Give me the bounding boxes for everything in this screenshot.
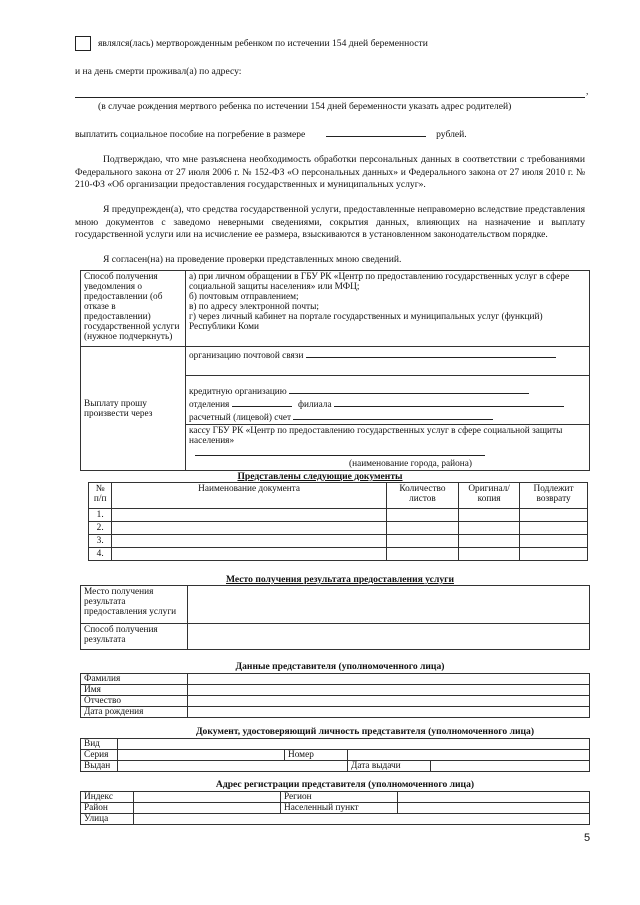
iddoc-date-field[interactable] [431, 761, 590, 772]
docs-cell[interactable] [520, 535, 588, 548]
payment-account-field[interactable] [293, 410, 493, 420]
docs-row-num: 4. [89, 548, 112, 561]
payment-credit-field[interactable] [289, 384, 529, 394]
docs-row-num: 2. [89, 522, 112, 535]
iddoc-number-field[interactable] [348, 750, 590, 761]
benefit-line [75, 127, 467, 140]
docs-cell[interactable] [459, 509, 520, 522]
regaddr-district-label: Район [81, 803, 134, 814]
docs-row-num: 3. [89, 535, 112, 548]
payment-city-field[interactable] [195, 446, 485, 456]
docs-cell[interactable] [386, 509, 458, 522]
verification-paragraph: Я согласен(на) на проведение проверки представленных мною сведений. [103, 254, 402, 265]
iddoc-issued-field[interactable] [118, 761, 348, 772]
result-title: Место получения результата предоставления услуги [225, 574, 455, 585]
notification-payment-table [80, 270, 590, 471]
payment-credit-cell [186, 376, 590, 425]
stillborn-text: являлся(лась) мертворожденным ребенком по истечении 154 дней беременности [98, 38, 428, 49]
notification-label: Способ получения уведомления о предоставлении (об отказе в предоставлении) государственной услуги (нужное подчеркнуть) [81, 271, 186, 347]
iddoc-issued-label: Выдан [81, 761, 118, 772]
warning-paragraph: Я предупрежден(а), что средства государственной услуги, предоставленные неправомерно вследствие представления мною документов с заведомо неверными сведениями, сокрытия данных, влияющих на назначение и выплату государственной услуги или на исчисление ее размера, взыскиваются в установленном законодательством порядке. [75, 204, 585, 241]
notification-option-b[interactable]: б) почтовым отправлением; [189, 292, 299, 302]
iddoc-title: Документ, удостоверяющий личность представителя (уполномоченного лица) [195, 726, 535, 737]
address-line[interactable] [75, 97, 585, 98]
notification-options [186, 271, 590, 347]
docs-cell[interactable] [386, 535, 458, 548]
docs-cell[interactable] [520, 509, 588, 522]
result-method-field[interactable] [188, 624, 590, 650]
regaddr-index-field[interactable] [134, 792, 281, 803]
docs-row-num: 1. [89, 509, 112, 522]
regaddr-settlement-field[interactable] [398, 803, 590, 814]
iddoc-kind-label: Вид [81, 739, 118, 750]
regaddr-index-label: Индекс [81, 792, 134, 803]
regaddr-street-label: Улица [81, 814, 134, 825]
iddoc-date-label: Дата выдачи [348, 761, 431, 772]
docs-cell[interactable] [112, 509, 387, 522]
docs-header-num: № п/п [89, 483, 112, 509]
regaddr-title: Адрес регистрации представителя (уполномоченного лица) [215, 779, 475, 790]
rep-title: Данные представителя (уполномоченного лица) [235, 661, 445, 672]
rep-firstname-field[interactable] [188, 685, 590, 696]
docs-title: Представлены следующие документы [237, 471, 403, 482]
docs-table [88, 482, 588, 561]
payment-credit-label: кредитную организацию [189, 387, 287, 397]
notification-option-c[interactable]: в) по адресу электронной почты; [189, 302, 319, 312]
address-note: (в случае рождения мертвого ребенка по истечении 154 дней беременности указать адрес родителей) [98, 101, 512, 112]
stillborn-checkbox[interactable] [75, 36, 91, 51]
benefit-amount-field[interactable] [326, 127, 426, 137]
iddoc-table [80, 738, 590, 772]
docs-cell[interactable] [459, 535, 520, 548]
rep-patronymic-field[interactable] [188, 696, 590, 707]
consent-paragraph-1: Подтверждаю, что мне разъяснена необходимость обработки персональных данных в соответствии с требованиями Федерального закона от 27 июля 2006 г. № 152-ФЗ «О персональных данных» и Федерального закона от 27 июля 2010 г. № 210-ФЗ «Об организации предоставления государственных и муниципальных услуг». [75, 154, 585, 191]
rep-patronymic-label: Отчество [81, 696, 188, 707]
rep-lastname-label: Фамилия [81, 674, 188, 685]
iddoc-number-label: Номер [285, 750, 348, 761]
benefit-suffix: рублей. [436, 129, 467, 140]
regaddr-street-field[interactable] [134, 814, 590, 825]
regaddr-table [80, 791, 590, 825]
payment-cashbox-label: кассу ГБУ РК «Центр по предоставлению государственных услуг в сфере социальной защиты населения» [189, 426, 563, 446]
payment-filial-label: филиала [297, 400, 332, 410]
docs-header-sheets: Количество листов [386, 483, 458, 509]
notification-option-a[interactable]: а) при личном обращении в ГБУ РК «Центр по предоставлению государственных услуг в сфере социальной защиты населения» или МФЦ; [189, 272, 570, 292]
notification-option-d[interactable]: г) через личный кабинет на портале государственных и муниципальных услуг (функций) Республики Коми [189, 312, 543, 332]
address-comma: , [586, 86, 589, 97]
payment-filial-field[interactable] [334, 397, 564, 407]
regaddr-settlement-label: Населенный пункт [281, 803, 398, 814]
address-lead: и на день смерти проживал(а) по адресу: [75, 66, 242, 77]
docs-cell[interactable] [112, 522, 387, 535]
payment-account-label: расчетный (лицевой) счет [189, 413, 292, 423]
rep-table [80, 673, 590, 718]
docs-cell[interactable] [520, 548, 588, 561]
docs-header-original: Оригинал/копия [459, 483, 520, 509]
rep-birthdate-field[interactable] [188, 707, 590, 718]
payment-label: Выплату прошу произвести через [81, 347, 186, 471]
docs-cell[interactable] [112, 548, 387, 561]
docs-cell[interactable] [386, 522, 458, 535]
iddoc-series-field[interactable] [118, 750, 285, 761]
rep-firstname-label: Имя [81, 685, 188, 696]
docs-cell[interactable] [459, 522, 520, 535]
docs-header-return: Подлежит возврату [520, 483, 588, 509]
iddoc-kind-field[interactable] [118, 739, 590, 750]
iddoc-series-label: Серия [81, 750, 118, 761]
docs-cell[interactable] [520, 522, 588, 535]
payment-postal-label: организацию почтовой связи [189, 351, 304, 361]
payment-branch-field[interactable] [232, 397, 292, 407]
rep-birthdate-label: Дата рождения [81, 707, 188, 718]
payment-city-note: (наименование города, района) [349, 459, 472, 469]
result-table [80, 585, 590, 650]
regaddr-district-field[interactable] [134, 803, 281, 814]
result-place-label: Место получения результата предоставления услуги [81, 586, 188, 624]
result-method-label: Способ получения результата [81, 624, 188, 650]
docs-header-name: Наименование документа [112, 483, 387, 509]
page-number: 5 [584, 832, 591, 844]
payment-branch-label: отделения [189, 400, 230, 410]
payment-postal-cell [186, 347, 590, 376]
payment-postal-field[interactable] [306, 348, 556, 358]
docs-cell[interactable] [386, 548, 458, 561]
benefit-prefix: выплатить социальное пособие на погребение в размере [75, 129, 306, 140]
docs-cell[interactable] [459, 548, 520, 561]
payment-cashbox-cell [186, 425, 590, 471]
regaddr-region-field[interactable] [398, 792, 590, 803]
result-place-field[interactable] [188, 586, 590, 624]
regaddr-region-label: Регион [281, 792, 398, 803]
docs-cell[interactable] [112, 535, 387, 548]
rep-lastname-field[interactable] [188, 674, 590, 685]
